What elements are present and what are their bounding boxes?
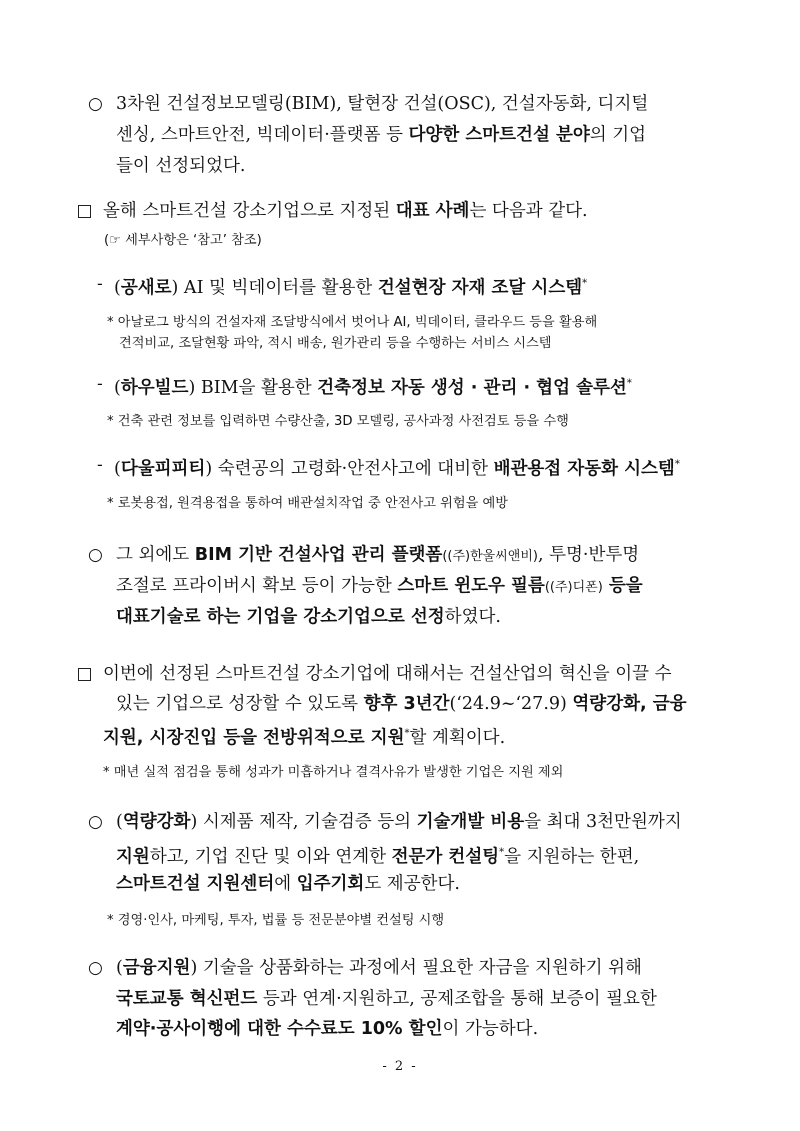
bold-text: 스마트 윈도우 필름: [397, 576, 545, 596]
text: 등과 연계·지원하고, 공제조합을 통해 보증이 필요한: [257, 989, 657, 1009]
para1-line2: [116, 123, 646, 147]
dash-marker: -: [97, 274, 103, 294]
text: 이번에 선정된 스마트건설 강소기업에 대해서는 건설산업의 혁신을 이끌 수: [103, 664, 672, 684]
para6-line2: [116, 987, 657, 1011]
company-note: ((주)한울씨앤비): [442, 549, 538, 564]
text: 하였다.: [444, 607, 501, 627]
text: 이 가능하다.: [442, 1019, 539, 1039]
para2-line1: [103, 199, 588, 223]
para4-line3: [103, 722, 505, 750]
text: (‘24.9~‘27.9): [449, 694, 573, 714]
bold-text: 건설현장 자재 조달 시스템: [377, 277, 583, 298]
company-name: 다울피피티: [120, 458, 206, 479]
text: 조절로 프라이버시 확보 등이 가능한: [116, 576, 398, 596]
footnote-star: *: [404, 728, 410, 739]
para6-line3: [116, 1017, 538, 1041]
case1-note-line2: 견적비교, 조달현황 파악, 적시 배송, 원가관리 등을 수행하는 서비스 시스템: [119, 336, 552, 351]
bold-text: 향후 3년간: [363, 694, 450, 714]
footnote-star: *: [582, 278, 588, 289]
case1-note-line1: * 아날로그 방식의 건설자재 조달방식에서 벗어나 AI, 빅데이터, 클라우드 등을 활용해: [107, 315, 598, 330]
case2-note: * 건축 관련 정보를 입력하면 수량산출, 3D 모델링, 공사과정 사전검토 등을 수행: [107, 414, 569, 429]
para5-line2: [116, 841, 639, 869]
text: 을 지원하는 한편,: [504, 846, 640, 867]
text: ) 기술을 상품화하는 과정에서 필요한 자금을 지원하기 위해: [190, 958, 642, 978]
text: 센싱, 스마트안전, 빅데이터·플랫폼 등: [116, 125, 409, 145]
bold-text: 국토교통 혁신펀드: [116, 989, 258, 1009]
bold-text: 입주기회: [296, 874, 365, 894]
para3-line1: [116, 543, 639, 569]
text: (: [116, 812, 123, 832]
dash-marker: -: [97, 374, 103, 394]
page-number: - 2 -: [382, 1059, 418, 1074]
text: (: [114, 277, 121, 298]
text: 할 계획이다.: [409, 727, 506, 748]
case3-note: * 로봇용접, 원격용접을 통하여 배관설치작업 중 안전사고 위험을 예방: [107, 496, 509, 511]
footnote-star: *: [499, 847, 505, 858]
case3-line: [114, 453, 680, 481]
footnote-star: *: [626, 378, 632, 389]
case1-line: [114, 272, 587, 300]
bold-text: 건축정보 자동 생성 · 관리 · 협업 솔루션: [317, 377, 627, 398]
bullet-circle: ○: [88, 94, 103, 114]
para4-line1: [103, 662, 672, 686]
text: 도 제공한다.: [364, 874, 460, 894]
text: (: [114, 377, 121, 398]
para1-line1: [116, 92, 722, 116]
text: 을 최대 3천만원까지: [524, 812, 682, 832]
para3-line2: [116, 574, 643, 600]
text: 그 외에도: [116, 545, 195, 565]
bullet-circle: ○: [88, 812, 103, 832]
bold-text: 대표기술로 하는 기업을 강소기업으로 선정: [116, 607, 445, 627]
bold-text: 등을: [602, 576, 643, 596]
text: (: [114, 458, 121, 479]
checkbox-square-marker: [78, 205, 91, 218]
para1-line3: [116, 154, 245, 178]
bullet-circle: ○: [88, 545, 103, 565]
text: 있는 기업으로 성장할 수 있도록: [116, 694, 364, 714]
text: 의 기업: [589, 125, 647, 145]
bold-text: 기술개발 비용: [416, 812, 525, 832]
text: 올해 스마트건설 강소기업으로 지정된: [103, 201, 396, 221]
company-name: 공새로: [120, 277, 172, 298]
reference-note: (☞ 세부사항은 ‘참고’ 참조): [104, 233, 262, 248]
text: ) BIM을 활용한: [188, 377, 318, 398]
para5-line3: [116, 872, 460, 896]
para5-note: * 경영·인사, 마케팅, 투자, 법률 등 전문분야별 컨설팅 시행: [107, 913, 445, 928]
company-name: 하우빌드: [120, 377, 189, 398]
text: ) 숙련공의 고령화·안전사고에 대비한: [205, 458, 494, 479]
bold-text: 대표 사례: [395, 201, 470, 221]
para4-note: * 매년 실적 점검을 통해 성과가 미흡하거나 결격사유가 발생한 기업은 지원 제외: [103, 765, 564, 780]
bold-text: 지원, 시장진입 등을 전방위적으로 지원: [103, 727, 405, 748]
bold-text: 전문가 컨설팅: [391, 846, 500, 867]
para5-line1: [116, 810, 682, 834]
text: 하고, 기업 진단 및 이와 연계한: [149, 846, 392, 867]
bold-text: 지원: [116, 846, 150, 867]
text: ) AI 및 빅데이터를 활용한: [171, 277, 378, 298]
para4-line2: [116, 692, 687, 716]
company-note: ((주)디폰): [544, 580, 603, 595]
bold-text: 계약·공사이행에 대한 수수료도 10% 할인: [116, 1019, 443, 1039]
bullet-circle: ○: [88, 958, 103, 978]
bold-text: 역량강화, 금융: [572, 694, 687, 714]
case2-line: [114, 372, 632, 400]
text: ) 시제품 제작, 기술검증 등의: [190, 812, 417, 832]
text: 는 다음과 같다.: [469, 201, 588, 221]
dash-marker: -: [97, 455, 103, 475]
bold-text: 역량강화: [122, 812, 191, 832]
text: , 투명·반투명: [537, 545, 640, 565]
checkbox-square-marker: [78, 668, 91, 681]
text: 3차원 건설정보모델링(BIM), 탈현장 건설(OSC), 건설자동화, 디지털: [116, 94, 649, 114]
bold-text: BIM 기반 건설사업 관리 플랫폼: [194, 545, 443, 565]
text: (: [116, 958, 123, 978]
footnote-star: *: [674, 459, 680, 470]
bold-text: 다양한 스마트건설 분야: [408, 125, 590, 145]
para3-line3: [116, 605, 501, 629]
bold-text: 금융지원: [122, 958, 191, 978]
bold-text: 배관용접 자동화 시스템: [493, 458, 675, 479]
bold-text: 스마트건설 지원센터: [116, 874, 275, 894]
text: 에: [274, 874, 297, 894]
para6-line1: [116, 956, 642, 980]
text: 들이 선정되었다.: [116, 156, 246, 176]
